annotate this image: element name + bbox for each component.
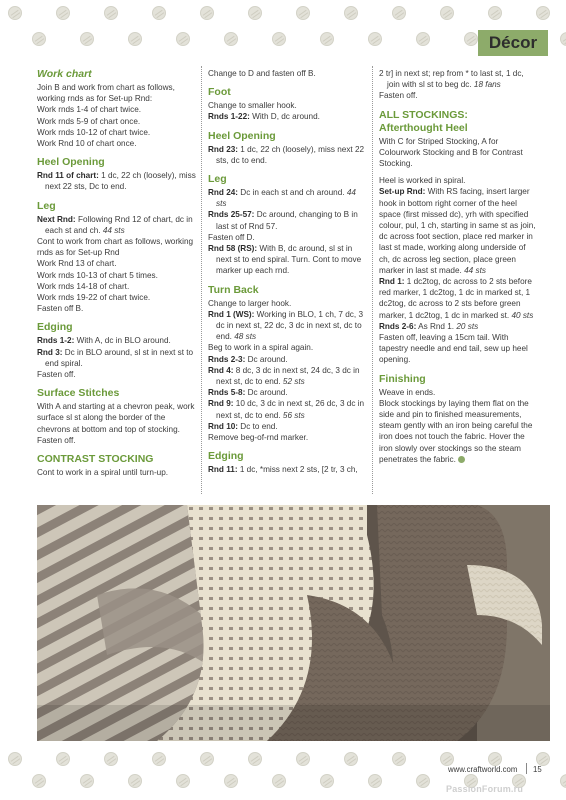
instruction-row: [37, 170, 197, 192]
row-text: Dc in each st and ch around.: [238, 188, 347, 198]
paragraph: Cont to work in a spiral until turn-up.: [37, 468, 169, 478]
yarn-ball-icon: [80, 32, 94, 46]
text-line: Work rnds 14-18 of chart.: [37, 281, 130, 291]
yarn-ball-icon: [128, 32, 142, 46]
yarn-ball-icon: [104, 6, 118, 20]
row-text: Following Rnd 12 of chart, dc in each st and ch.: [45, 214, 193, 235]
row-text: Dc around.: [245, 354, 288, 364]
yarn-ball-icon: [488, 6, 502, 20]
row-text: With RS facing, insert larger hook in bottom right corner of the heel space (first missed dc), yrh with specified colour, pul, 1 ch, starting in same st as join, dc across foot section, place red marker in last st made, working along underside of ch, dc across leg section, place green marker in last st made.: [379, 187, 536, 275]
instruction-row: [379, 321, 537, 332]
row-label: Rnd 1:: [379, 277, 405, 287]
yarn-ball-icon: [296, 6, 310, 20]
row-text: 2 tr] in next st; rep from * to last st, 1 dc, join with sl st to beg dc.: [379, 69, 524, 90]
yarn-ball-icon: [248, 6, 262, 20]
column-divider: [201, 66, 202, 494]
row-label: Rnd 11:: [208, 465, 238, 475]
row-text: Working in BLO, 1 ch, 7 dc, 3 dc in next st, 22 dc, 3 dc in next st, dc to end.: [216, 309, 364, 342]
row-label: Rnd 23:: [208, 144, 239, 154]
row-label: Rnds 2-3:: [208, 354, 246, 364]
row-text: 1 dc2tog, dc across to 2 sts before red marker, 1 dc2tog, 1 dc in marked st, 1 dc2tog, dc across to 2 sts before green marker, 1 dc2tog, 1 dc in marked st.: [379, 277, 532, 320]
row-text: Dc to end.: [238, 421, 278, 431]
heading-leg: Leg: [37, 199, 56, 212]
text-line: Fasten off.: [37, 370, 76, 380]
paragraph: Fasten off, leaving a 15cm tail. With tapestry needle and end tail, sew up heel opening.: [379, 333, 528, 365]
paragraph: [379, 398, 537, 465]
fan-count: 18 fans: [473, 80, 501, 90]
heading-finishing: Finishing: [379, 372, 426, 385]
row-label: Rnd 58 (RS):: [208, 244, 258, 254]
row-text: Dc in BLO around, sl st in next st to end spiral.: [45, 347, 194, 368]
stockings-photo: [37, 505, 550, 741]
stockings-photo-art: [37, 505, 550, 741]
stitch-count: 44 sts: [216, 188, 356, 209]
row-label: Rnd 1 (WS):: [208, 309, 255, 319]
yarn-ball-icon: [368, 32, 382, 46]
text-column-3: [379, 68, 537, 465]
paragraph: With A and starting at a chevron peak, work surface sl st along the border of the chevrons at bottom and top of stocking. Fasten off.: [37, 402, 195, 445]
stitch-count: 48 sts: [234, 332, 257, 342]
text-line: Join B and work from chart as follows,: [37, 83, 175, 92]
stitch-count: 44 sts: [464, 265, 486, 275]
instruction-row: [208, 387, 368, 398]
instruction-row: [208, 209, 368, 231]
row-text: 8 dc, 3 dc in next st, 24 dc, 3 dc in next st, dc to end.: [216, 365, 360, 387]
yarn-ball-icon: [392, 6, 406, 20]
instruction-row: [208, 187, 368, 209]
instruction-row: [208, 243, 368, 277]
text-line: Heel is worked in spiral.: [379, 176, 466, 186]
text-line: Remove beg-of-rnd marker.: [208, 433, 309, 443]
heading-heel-opening: Heel Opening: [37, 156, 105, 169]
instruction-row: [208, 354, 368, 365]
yarn-ball-icon: [8, 6, 22, 20]
heading-all-stockings: ALL STOCKINGS:: [379, 108, 468, 121]
yarn-ball-icon: [560, 32, 566, 46]
column-divider: [372, 66, 373, 494]
page-number: 15: [533, 765, 542, 774]
heading-heel-opening: Heel Opening: [208, 129, 276, 142]
section-tab: Décor: [478, 30, 548, 56]
watermark: PassionForum.ru: [446, 784, 524, 794]
row-label: Rnd 11 of chart:: [37, 171, 99, 181]
text-line: Work Rnd 10 of chart once.: [37, 139, 137, 149]
page-footer: [0, 763, 566, 777]
row-text: With D, dc around.: [249, 112, 320, 122]
row-label: Rnds 25-57:: [208, 210, 255, 220]
row-label: Rnds 5-8:: [208, 388, 246, 398]
footer-divider: [526, 763, 527, 774]
text-column-2: [208, 68, 368, 475]
row-text: Dc around, changing to B in last st of Rnd 57.: [216, 210, 358, 231]
instruction-row: [208, 464, 368, 475]
stitch-count: 56 sts: [282, 410, 305, 420]
text-line: Weave in ends.: [379, 387, 436, 397]
text-line: Change to D and fasten off B.: [208, 69, 316, 78]
instruction-row: [208, 111, 368, 122]
instruction-row: [208, 309, 368, 343]
instruction-row: [37, 214, 197, 236]
text-line: Cont to work from chart as follows, working rnds as for Set-up Rnd: [37, 237, 194, 258]
stitch-count: 52 sts: [282, 377, 305, 387]
yarn-ball-icon: [464, 32, 478, 46]
row-label: Rnd 10:: [208, 421, 239, 431]
instruction-row: [37, 335, 197, 346]
row-label: Rnd 4:: [208, 365, 234, 375]
finishing-text: Block stockings by laying them flat on the side and pin to finished measurements, steam gently with an iron being careful the iron does not touch the fabric. Hover the iron slowly over stockings so the steam penetrates the fabric.: [379, 398, 533, 464]
yarn-ball-icon: [56, 6, 70, 20]
text-line: Work rnds 5-9 of chart once.: [37, 116, 141, 126]
row-label: Rnd 9:: [208, 399, 234, 409]
footer-url[interactable]: www.craftworld.com: [448, 765, 518, 774]
text-column-1: [37, 68, 197, 478]
end-marker-icon: [458, 456, 465, 463]
text-line: Work rnds 1-4 of chart twice.: [37, 105, 142, 115]
stitch-count: 40 sts: [511, 310, 534, 320]
instruction-row: [379, 276, 537, 321]
stitch-count: 44 sts: [102, 225, 125, 235]
row-label: Rnds 1-22:: [208, 112, 250, 122]
heading-edging: Edging: [37, 321, 73, 334]
text-line: Work rnds 19-22 of chart twice.: [37, 293, 151, 303]
row-label: Rnd 3:: [37, 347, 63, 357]
row-text: 10 dc, 3 dc in next st, 26 dc, 3 dc in next st, dc to end.: [216, 399, 365, 420]
row-label: Rnds 1-2:: [37, 336, 75, 346]
row-text: With A, dc in BLO around.: [74, 336, 171, 346]
row-label: Rnd 24:: [208, 188, 239, 198]
text-line: Work Rnd 13 of chart.: [37, 259, 117, 269]
yarn-ball-icon: [344, 6, 358, 20]
instruction-row: [208, 421, 368, 432]
yarn-ball-icon: [272, 32, 286, 46]
stitch-count: 20 sts: [456, 321, 479, 331]
heading-contrast-stocking: CONTRAST STOCKING: [37, 453, 154, 466]
row-text: 1 dc, 22 ch (loosely), miss next 22 sts, dc to end.: [216, 144, 365, 165]
row-text: 1 dc, 22 ch (loosely), miss next 22 sts, Dc to end.: [45, 171, 196, 192]
heading-edging: Edging: [208, 450, 244, 463]
text-line: Work rnds 10-13 of chart 5 times.: [37, 270, 158, 280]
row-text: Dc around.: [245, 388, 288, 398]
heading-leg: Leg: [208, 173, 227, 186]
yarn-ball-icon: [224, 32, 238, 46]
row-text: With B, dc around, sl st in next st to end spiral. Turn. Cont to move marker up each rnd.: [216, 244, 362, 276]
yarn-ball-icon: [536, 6, 550, 20]
row-text: As Rnd 1.: [416, 321, 457, 331]
instruction-row: [379, 186, 537, 276]
paragraph: With C for Striped Stocking, A for Colourwork Stocking and B for Contrast Stocking.: [379, 136, 523, 169]
instruction-row: [208, 365, 368, 387]
text-line: working rnds as for Set-up Rnd:: [37, 94, 153, 104]
row-label: Next Rnd:: [37, 214, 76, 224]
instruction-row: [379, 68, 537, 90]
yarn-ball-icon: [176, 32, 190, 46]
yarn-ball-icon: [200, 6, 214, 20]
heading-surface-stitches: Surface Stitches: [37, 387, 120, 400]
row-label: Set-up Rnd:: [379, 187, 426, 197]
text-line: Beg to work in a spiral again.: [208, 343, 314, 353]
yarn-ball-icon: [440, 6, 454, 20]
text-line: Change to smaller hook.: [208, 101, 297, 111]
row-label: Rnds 2-6:: [379, 321, 417, 331]
text-line: Fasten off B.: [37, 304, 84, 314]
instruction-row: [208, 398, 368, 420]
text-line: Change to larger hook.: [208, 298, 292, 308]
text-line: Work rnds 10-12 of chart twice.: [37, 127, 151, 137]
text-line: Fasten off D.: [208, 232, 255, 242]
heading-foot: Foot: [208, 86, 231, 99]
heading-turn-back: Turn Back: [208, 283, 259, 296]
text-line: Fasten off.: [379, 91, 418, 101]
yarn-ball-icon: [416, 32, 430, 46]
yarn-ball-icon: [320, 32, 334, 46]
yarn-ball-icon: [32, 32, 46, 46]
row-text: 1 dc, *miss next 2 sts, [2 tr, 3 ch,: [237, 465, 358, 475]
heading-work-chart: Work chart: [37, 68, 92, 80]
heading-afterthought-heel: Afterthought Heel: [379, 121, 468, 134]
instruction-row: [208, 144, 368, 166]
instruction-row: [37, 347, 197, 369]
yarn-ball-icon: [152, 6, 166, 20]
